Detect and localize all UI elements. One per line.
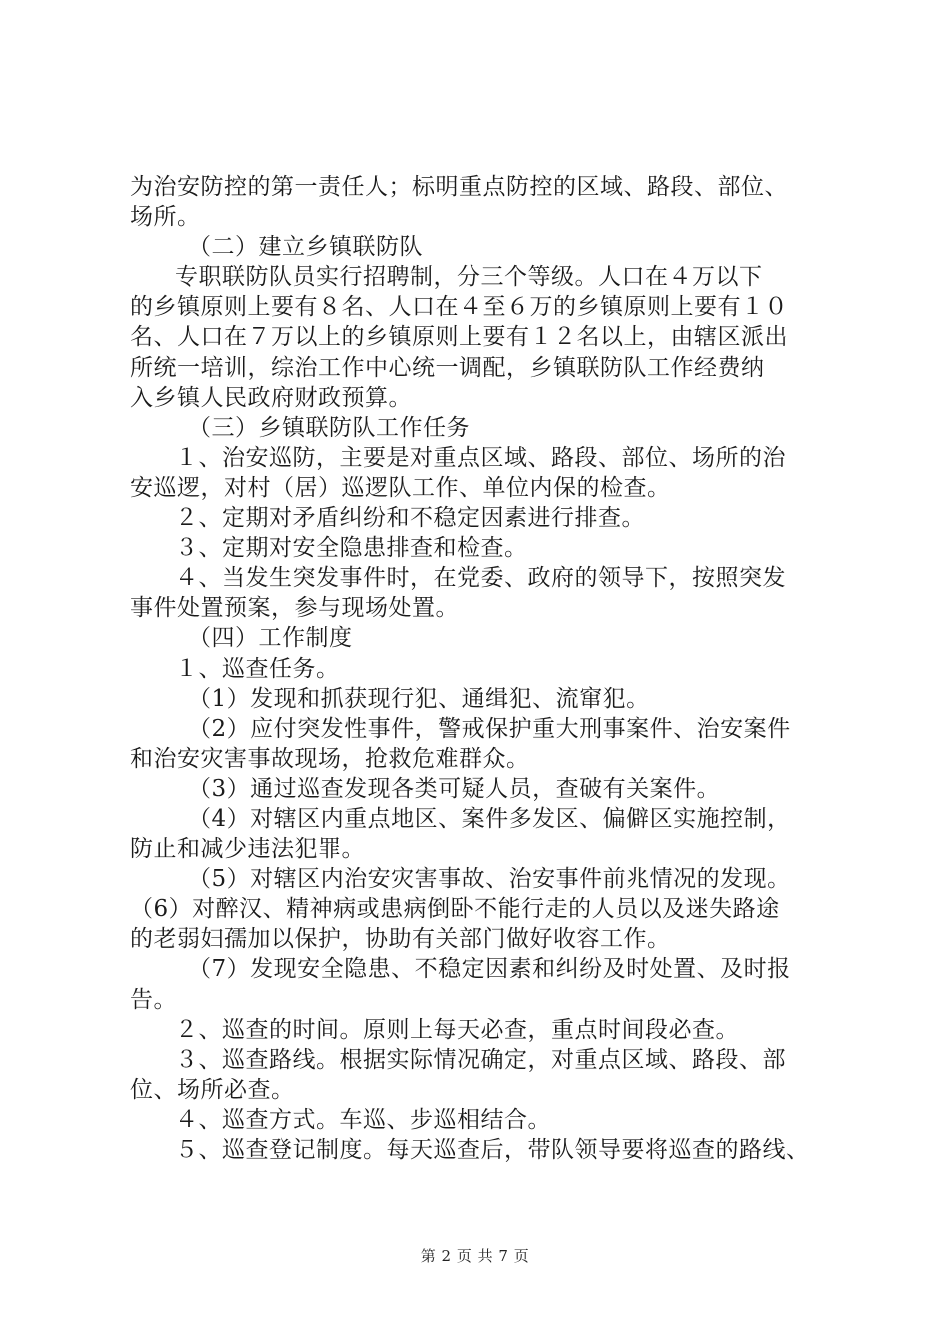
text-line: 防止和减少违法犯罪。: [130, 836, 365, 863]
text-line: ４、巡查方式。车巡、步巡相结合。: [175, 1106, 551, 1133]
page-number: 第 2 页 共 7 页: [420, 1247, 530, 1265]
text-line: 告。: [130, 986, 177, 1013]
text-line: （三）乡镇联防队工作任务: [188, 414, 470, 441]
text-line: 专职联防队员实行招聘制，分三个等级。人口在４万以下: [175, 264, 763, 291]
text-line: ３、巡查路线。根据实际情况确定，对重点区域、路段、部: [175, 1046, 786, 1073]
text-line: （3）通过巡查发现各类可疑人员，查破有关案件。: [188, 775, 721, 802]
text-line: 入乡镇人民政府财政预算。: [130, 384, 412, 411]
text-line: ２、巡查的时间。原则上每天必查，重点时间段必查。: [175, 1016, 739, 1043]
text-line: ３、定期对安全隐患排查和检查。: [175, 535, 528, 562]
text-line: 场所。: [130, 204, 201, 231]
text-line: （7）发现安全隐患、不稳定因素和纠纷及时处置、及时报: [188, 956, 791, 983]
text-line: （5）对辖区内治安灾害事故、治安事件前兆情况的发现。: [188, 866, 791, 893]
text-line: １、巡查任务。: [175, 655, 340, 682]
text-line: ５、巡查登记制度。每天巡查后，带队领导要将巡查的路线、: [175, 1137, 810, 1163]
text-line: （四）工作制度: [188, 625, 353, 652]
text-line: （2）应付突发性事件，警戒保护重大刑事案件、治安案件: [188, 715, 791, 742]
text-line: （1）发现和抓获现行犯、通缉犯、流窜犯。: [188, 685, 650, 712]
text-line: 为治安防控的第一责任人；标明重点防控的区域、路段、部位、: [130, 174, 788, 200]
text-line: 所统一培训，综治工作中心统一调配，乡镇联防队工作经费纳: [130, 354, 765, 381]
text-line: （二）建立乡镇联防队: [188, 234, 423, 261]
text-line: 安巡逻，对村（居）巡逻队工作、单位内保的检查。: [130, 474, 671, 501]
page-footer: [0, 1245, 950, 1266]
text-line: （4）对辖区内重点地区、案件多发区、偏僻区实施控制，: [188, 805, 791, 832]
text-line: ４、当发生突发事件时，在党委、政府的领导下，按照突发: [175, 565, 786, 592]
text-line: 的老弱妇孺加以保护，协助有关部门做好收容工作。: [130, 926, 671, 953]
text-line: ２、定期对矛盾纠纷和不稳定因素进行排查。: [175, 505, 645, 532]
text-line: 的乡镇原则上要有８名、人口在４至６万的乡镇原则上要有１０: [130, 294, 788, 321]
text-line: 名、人口在７万以上的乡镇原则上要有１２名以上，由辖区派出: [130, 324, 788, 351]
text-line: （6）对醉汉、精神病或患病倒卧不能行走的人员以及迷失路途: [130, 896, 780, 923]
text-line: 和治安灾害事故现场，抢救危难群众。: [130, 745, 530, 772]
document-body: [130, 172, 825, 1165]
text-line: 位、场所必查。: [130, 1076, 295, 1103]
text-line: １、治安巡防，主要是对重点区域、路段、部位、场所的治: [175, 444, 786, 471]
text-line: 事件处置预案，参与现场处置。: [130, 595, 459, 622]
